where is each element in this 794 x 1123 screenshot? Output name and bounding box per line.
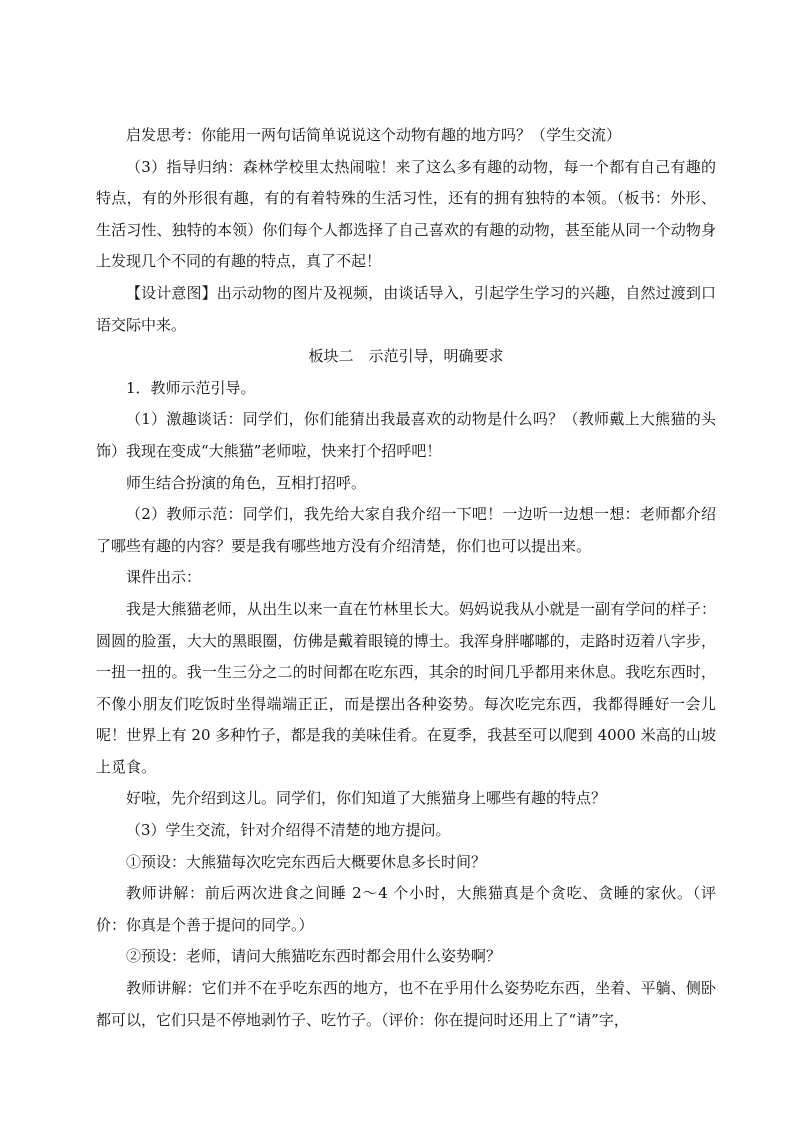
document-body — [96, 120, 716, 1036]
paragraph-prompt-thinking: 启发思考：你能用一两句话简单说说这个动物有趣的地方吗？（学生交流） — [126, 126, 622, 144]
paragraph-panda-intro: 我是大熊猫老师，从出生以来一直在竹林里长大。妈妈说我从小就是一副有学问的样子：圆圆的脸蛋，大大的黑眼圈，仿佛是戴着眼镜的博士。我浑身胖嘟嘟的，走路时迈着八字步，一扭一扭的。我一生三分之二的时间都在吃东西，其余的时间几乎都用来休息。我吃东西时，不像小朋友们吃饭时坐得端端正正，而是摆出各种姿势。每次吃完东西，我都得睡好一会儿呢！世界上有 20 多种竹子，都是我的美味佳肴。在夏季，我甚至可以爬到 4000 米高的山坡上觅食。 — [96, 599, 716, 776]
paragraph-teacher-explain-1: 教师讲解：前后两次进食之间睡 2～4 个小时，大熊猫真是个贪吃、贪睡的家伙。（评价：你真是个善于提问的同学。） — [96, 884, 716, 934]
section-heading: 板块二 示范引导，明确要求 — [308, 347, 504, 366]
paragraph-design-intent: 【设计意图】出示动物的图片及视频，由谈话导入，引起学生学习的兴趣，自然过渡到口语交际中来。 — [96, 283, 716, 334]
paragraph-courseware-label: 课件出示： — [126, 568, 202, 587]
paragraph-student-exchange: （3）学生交流，针对介绍得不清楚的地方提问。 — [126, 821, 451, 840]
paragraph-guided-summary: （3）指导归纳：森林学校里太热闹啦！来了这么多有趣的动物，每一个都有自己有趣的特点，有的外形很有趣，有的有着特殊的生活习性，还有的拥有独特的本领。（板书：外形、生活习性、独特的本领）你们每个人都选择了自己喜欢的有趣的动物，甚至能从同一个动物身上发现几个不同的有趣的特点，真了不起！ — [96, 157, 716, 271]
paragraph-question-prompt: 好啦，先介绍到这儿。同学们，你们知道了大熊猫身上哪些有趣的特点？ — [126, 789, 607, 808]
paragraph-teacher-demo: （2）教师示范：同学们，我先给大家自我介绍一下吧！一边听一边想一想：老师都介绍了哪些有趣的内容？要是我有哪些地方没有介绍清楚，你们也可以提出来。 — [96, 505, 716, 555]
paragraph-interest-talk: （1）激趣谈话：同学们，你们能猜出我最喜欢的动物是什么吗？（教师戴上大熊猫的头饰）我现在变成“大熊猫”老师啦，快来打个招呼吧！ — [96, 410, 716, 460]
paragraph-step-1: 1．教师示范引导。 — [126, 378, 256, 397]
paragraph-greeting: 师生结合扮演的角色，互相打招呼。 — [126, 473, 367, 492]
paragraph-teacher-explain-2: 教师讲解：它们并不在乎吃东西的地方，也不在乎用什么姿势吃东西，坐着、平躺、侧卧都可以，它们只是不停地剥竹子、吃竹子。（评价：你在提问时还用上了“请”字， — [96, 979, 716, 1029]
paragraph-preset-1: ①预设：大熊猫每次吃完东西后大概要休息多长时间？ — [126, 852, 487, 871]
paragraph-preset-2: ②预设：老师，请问大熊猫吃东西时都会用什么姿势啊？ — [126, 947, 502, 966]
